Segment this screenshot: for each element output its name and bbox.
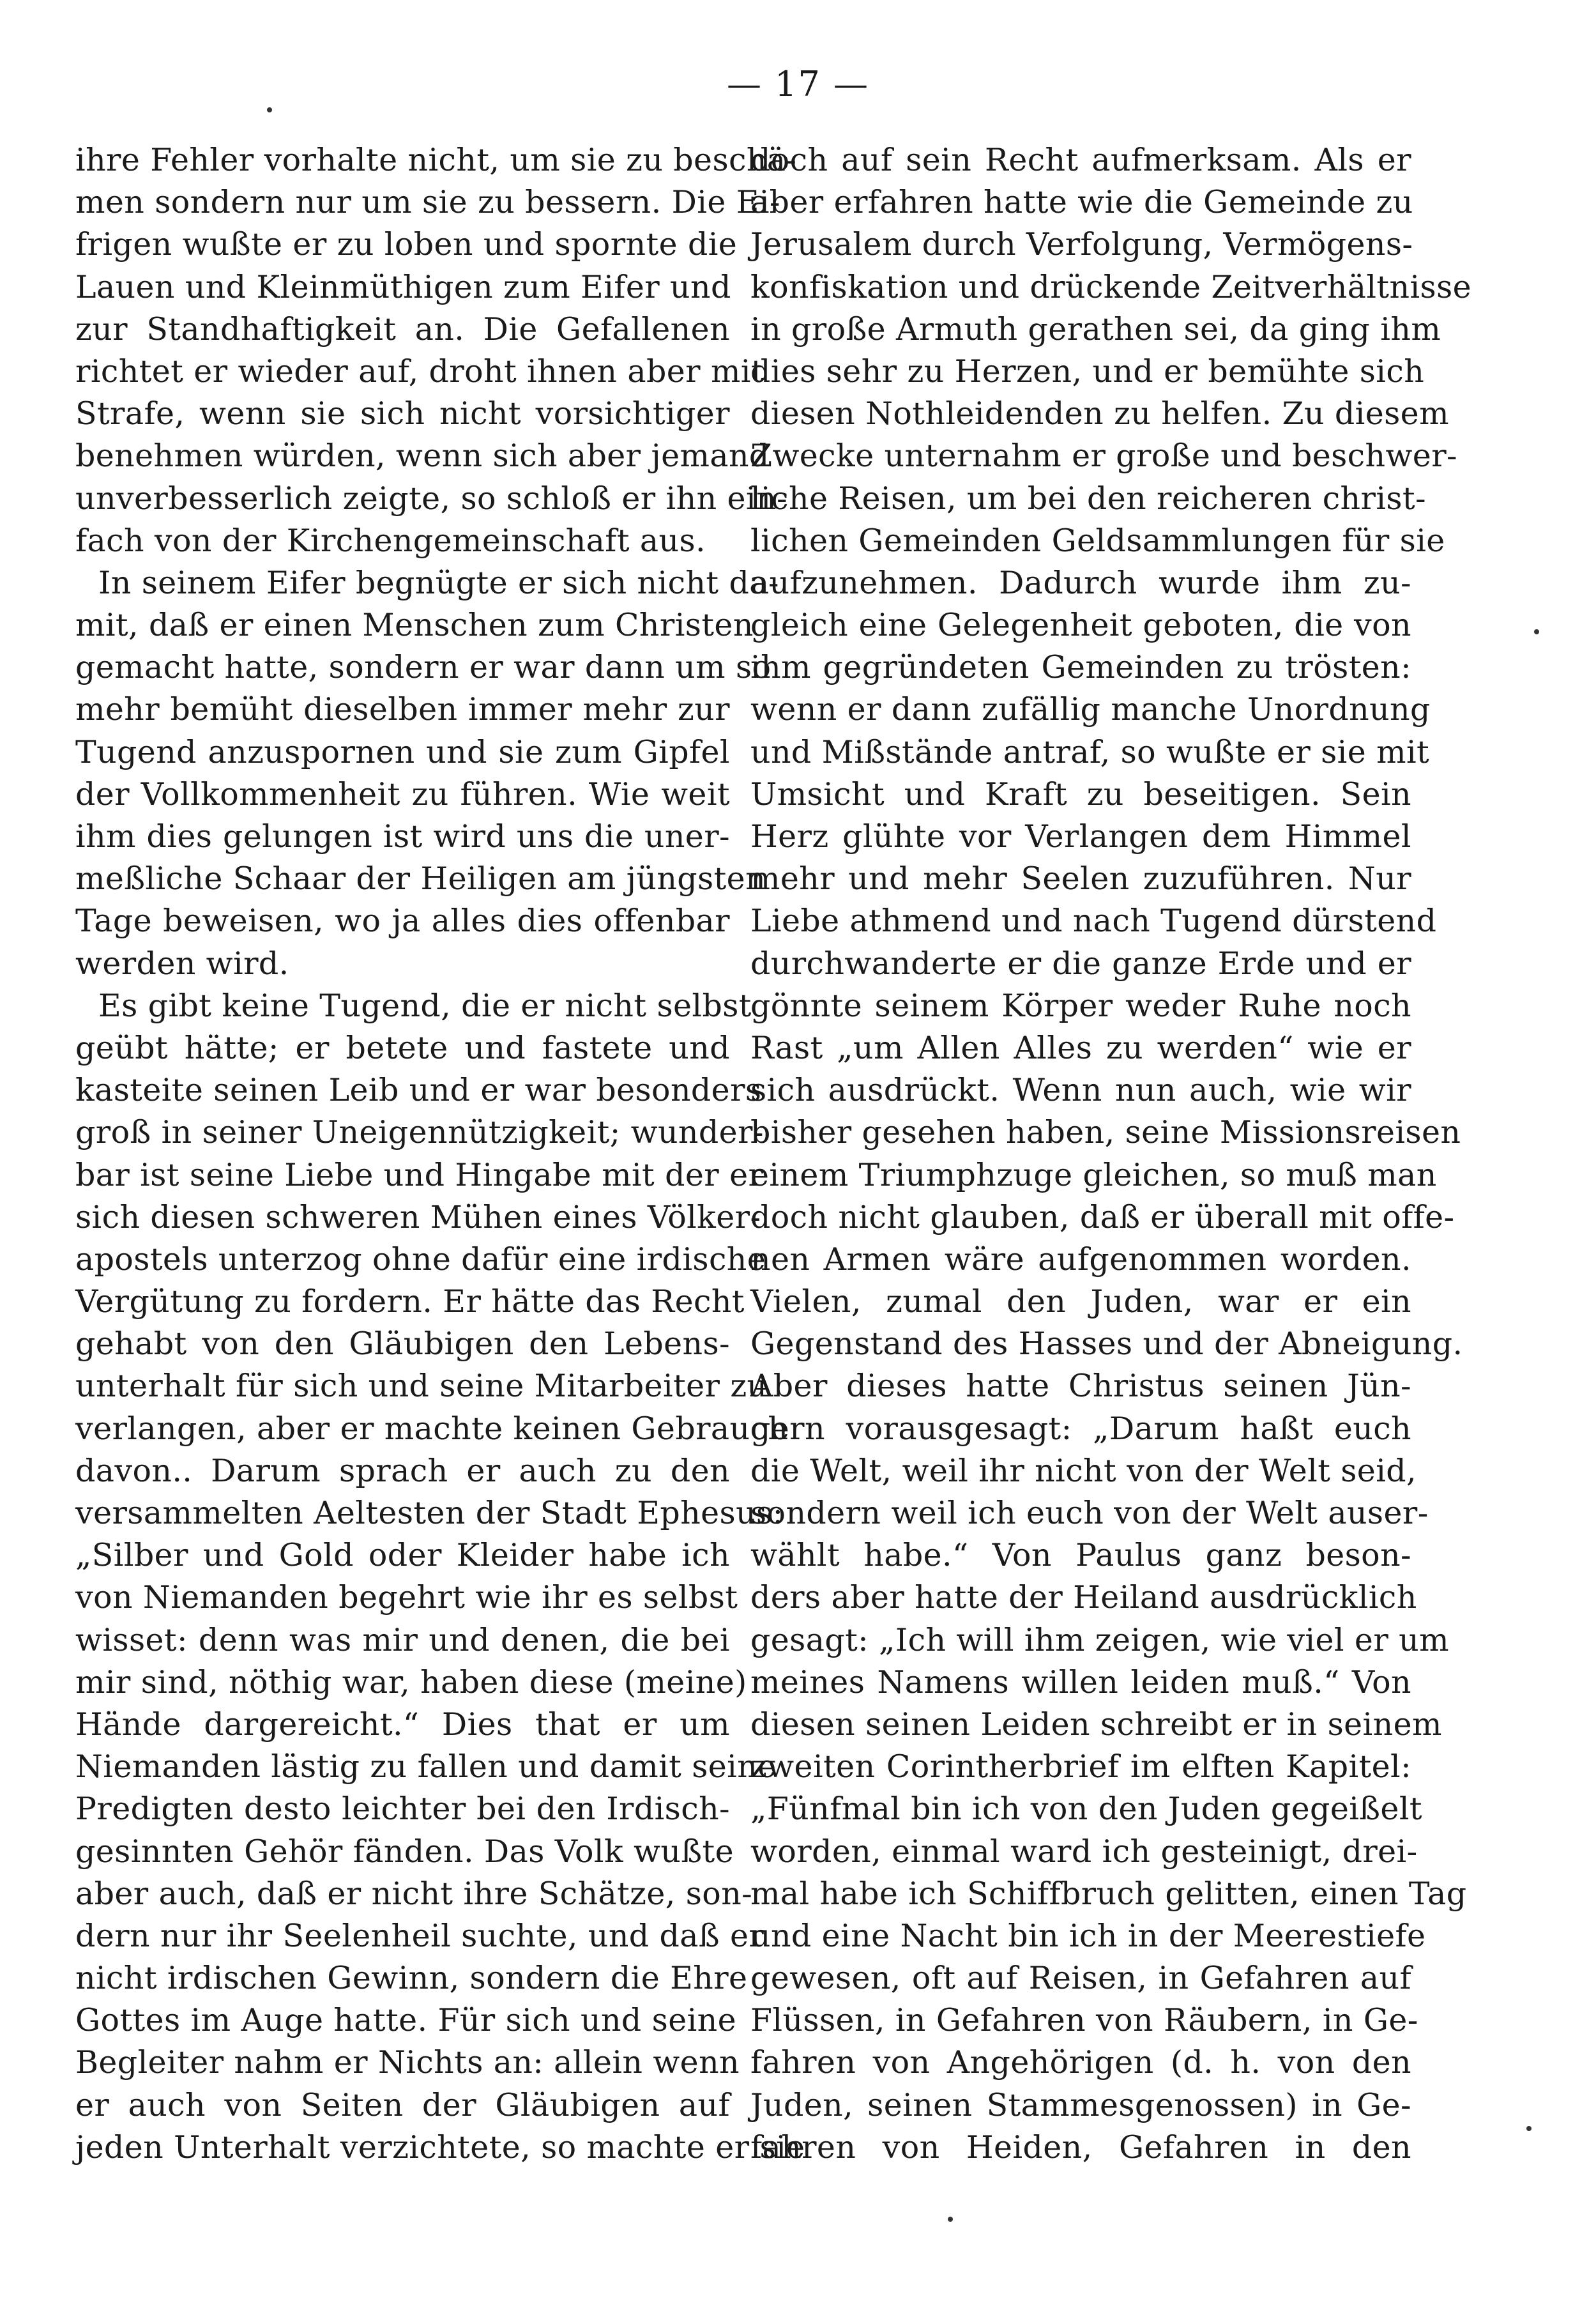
text-line: aufzunehmen. Dadurch wurde ihm zu- — [750, 564, 1411, 601]
left-column — [75, 139, 805, 2169]
text-line: gewesen, oft auf Reisen, in Gefahren auf — [750, 1960, 1411, 1997]
text-line: „Fünfmal bin ich von den Juden gegeißelt — [750, 1791, 1422, 1828]
text-line: liche Reisen, um bei den reicheren christ- — [750, 480, 1426, 517]
text-line: diesen seinen Leiden schreibt er in seinem — [750, 1706, 1442, 1743]
text-line: diesen Nothleidenden zu helfen. Zu diesem — [750, 395, 1449, 432]
text-line: Strafe, wenn sie sich nicht vorsichtiger — [75, 395, 730, 432]
text-line: versammelten Aeltesten der Stadt Ephesus: — [75, 1495, 784, 1531]
text-line: dern nur ihr Seelenheil suchte, und daß er — [75, 1917, 764, 1954]
text-line: Predigten desto leichter bei den Irdisch- — [75, 1791, 730, 1828]
text-line: der Vollkommenheit zu führen. Wie weit — [75, 776, 730, 813]
text-line: fach von der Kirchengemeinschaft aus. — [75, 522, 706, 559]
text-line: kasteite seinen Leib und er war besonders — [75, 1072, 762, 1109]
text-line: Jerusalem durch Verfolgung, Vermögens- — [750, 226, 1413, 263]
text-line: gesinnten Gehör fänden. Das Volk wußte — [75, 1833, 734, 1870]
text-line: Aber dieses hatte Christus seinen Jün- — [750, 1368, 1411, 1405]
text-line: verlangen, aber er machte keinen Gebrauch — [75, 1410, 789, 1447]
text-line: gesagt: „Ich will ihm zeigen, wie viel er um — [750, 1621, 1449, 1658]
text-line: Vergütung zu fordern. Er hätte das Recht — [75, 1283, 745, 1320]
text-line: ihm gegründeten Gemeinden zu trösten: — [750, 649, 1411, 686]
text-line: Tage beweisen, wo ja alles dies offenbar — [75, 903, 730, 940]
text-line: einem Triumphzuge gleichen, so muß man — [750, 1156, 1437, 1193]
text-line: zweiten Corintherbrief im elften Kapitel: — [750, 1748, 1411, 1785]
text-line: meßliche Schaar der Heiligen am jüngsten — [75, 860, 766, 898]
text-line: sondern weil ich euch von der Welt auser- — [750, 1495, 1429, 1531]
text-line: In seinem Eifer begnügte er sich nicht da- — [98, 564, 779, 601]
text-line: sich diesen schweren Mühen eines Völker- — [75, 1198, 761, 1235]
text-line: worden, einmal ward ich gesteinigt, drei- — [750, 1833, 1418, 1870]
text-line: geübt hätte; er betete und fastete und — [75, 1029, 730, 1066]
text-line: doch nicht glauben, daß er überall mit offe- — [750, 1198, 1455, 1235]
text-line: bisher gesehen haben, seine Missionsreisen — [750, 1114, 1461, 1151]
text-line: Es gibt keine Tugend, die er nicht selbst — [98, 987, 752, 1024]
text-line: mehr und mehr Seelen zuzuführen. Nur — [750, 860, 1411, 898]
text-line: sich ausdrückt. Wenn nun auch, wie wir — [750, 1072, 1411, 1109]
text-line: und Mißstände antraf, so wußte er sie mit — [750, 733, 1430, 770]
text-line: lichen Gemeinden Geldsammlungen für sie — [750, 522, 1445, 559]
text-line: ihre Fehler vorhalte nicht, um sie zu beschä- — [75, 142, 797, 178]
text-line: in große Armuth gerathen sei, da ging ihm — [750, 310, 1441, 348]
text-line: Flüssen, in Gefahren von Räubern, in Ge- — [750, 2002, 1418, 2039]
print-speck — [1526, 2126, 1531, 2131]
text-line: doch auf sein Recht aufmerksam. Als er — [750, 142, 1411, 178]
text-line: Zwecke unternahm er große und beschwer- — [750, 438, 1457, 475]
text-line: Niemanden lästig zu fallen und damit seine — [75, 1748, 777, 1785]
text-line: Tugend anzuspornen und sie zum Gipfel — [75, 733, 730, 770]
text-line: nen Armen wäre aufgenommen worden. — [750, 1241, 1411, 1278]
text-line: meines Namens willen leiden muß.“ Von — [750, 1663, 1411, 1701]
text-line: wenn er dann zufällig manche Unordnung — [750, 691, 1431, 728]
text-line: Lauen und Kleinmüthigen zum Eifer und — [75, 268, 731, 305]
text-line: benehmen würden, wenn sich aber jemand — [75, 438, 770, 475]
text-line: und eine Nacht bin ich in der Meerestiefe — [750, 1917, 1426, 1954]
text-line: richtet er wieder auf, droht ihnen aber mit — [75, 353, 764, 390]
text-line: er auch von Seiten der Gläubigen auf — [75, 2086, 730, 2123]
text-line: ihm dies gelungen ist wird uns die uner- — [75, 818, 730, 855]
text-line: unterhalt für sich und seine Mitarbeiter zu — [75, 1368, 768, 1405]
text-line: aber auch, daß er nicht ihre Schätze, son- — [75, 1875, 753, 1912]
text-line: nicht irdischen Gewinn, sondern die Ehre — [75, 1960, 748, 1997]
text-line: Gegenstand des Hasses und der Abneigung. — [750, 1326, 1463, 1363]
text-line: zur Standhaftigkeit an. Die Gefallenen — [75, 310, 730, 348]
text-line: Rast „um Allen Alles zu werden“ wie er — [750, 1029, 1411, 1066]
text-line: „Silber und Gold oder Kleider habe ich — [75, 1537, 730, 1574]
text-line: ders aber hatte der Heiland ausdrücklich — [750, 1579, 1417, 1616]
text-line: aber erfahren hatte wie die Gemeinde zu — [750, 184, 1413, 221]
text-line: frigen wußte er zu loben und spornte die — [75, 226, 738, 263]
text-line: mir sind, nöthig war, haben diese (meine) — [75, 1663, 747, 1701]
text-line: Liebe athmend und nach Tugend dürstend — [750, 903, 1437, 940]
text-line: unverbesserlich zeigte, so schloß er ihn ein- — [75, 480, 787, 517]
text-line: apostels unterzog ohne dafür eine irdische — [75, 1241, 766, 1278]
text-line: gönnte seinem Körper weder Ruhe noch — [750, 987, 1411, 1024]
text-line: dies sehr zu Herzen, und er bemühte sich — [750, 353, 1425, 390]
right-column — [750, 139, 1472, 2169]
text-line: fahren von Heiden, Gefahren in den — [750, 2129, 1411, 2166]
text-line: gern vorausgesagt: „Darum haßt euch — [750, 1410, 1411, 1447]
text-line: Juden, seinen Stammesgenossen) in Ge- — [750, 2086, 1411, 2123]
text-line: fahren von Angehörigen (d. h. von den — [750, 2044, 1411, 2081]
text-line: Herz glühte vor Verlangen dem Himmel — [750, 818, 1411, 855]
text-line: davon.. Darum sprach er auch zu den — [75, 1452, 730, 1489]
text-line: Umsicht und Kraft zu beseitigen. Sein — [750, 776, 1411, 813]
text-line: Begleiter nahm er Nichts an: allein wenn — [75, 2044, 740, 2081]
text-line: mal habe ich Schiffbruch gelitten, einen Tag — [750, 1875, 1467, 1912]
text-line: men sondern nur um sie zu bessern. Die Ei- — [75, 184, 780, 221]
text-line: die Welt, weil ihr nicht von der Welt seid, — [750, 1452, 1417, 1489]
text-line: gemacht hatte, sondern er war dann um so — [75, 649, 771, 686]
text-line: von Niemanden begehrt wie ihr es selbst — [75, 1579, 738, 1616]
text-line: durchwanderte er die ganze Erde und er — [750, 945, 1411, 982]
text-line: werden wird. — [75, 945, 289, 982]
text-line: gehabt von den Gläubigen den Lebens- — [75, 1326, 730, 1363]
text-line: Gottes im Auge hatte. Für sich und seine — [75, 2002, 737, 2039]
text-line: jeden Unterhalt verzichtete, so machte er sie — [75, 2129, 805, 2166]
text-line: Vielen, zumal den Juden, war er ein — [750, 1283, 1411, 1320]
text-line: mit, daß er einen Menschen zum Christen — [75, 607, 754, 644]
text-line: groß in seiner Uneigennützigkeit; wunder- — [75, 1114, 764, 1151]
page-number: — 17 — — [726, 64, 870, 104]
print-speck — [948, 2217, 953, 2222]
text-line: wählt habe.“ Von Paulus ganz beson- — [750, 1537, 1411, 1574]
print-speck — [267, 107, 272, 112]
text-line: mehr bemüht dieselben immer mehr zur — [75, 691, 730, 728]
text-line: gleich eine Gelegenheit geboten, die von — [750, 607, 1411, 644]
text-line: konfiskation und drückende Zeitverhältnisse — [750, 268, 1472, 305]
text-line: Hände dargereicht.“ Dies that er um — [75, 1706, 730, 1743]
text-line: wisset: denn was mir und denen, die bei — [75, 1621, 730, 1658]
text-line: bar ist seine Liebe und Hingabe mit der er — [75, 1156, 764, 1193]
print-speck — [1534, 629, 1539, 634]
